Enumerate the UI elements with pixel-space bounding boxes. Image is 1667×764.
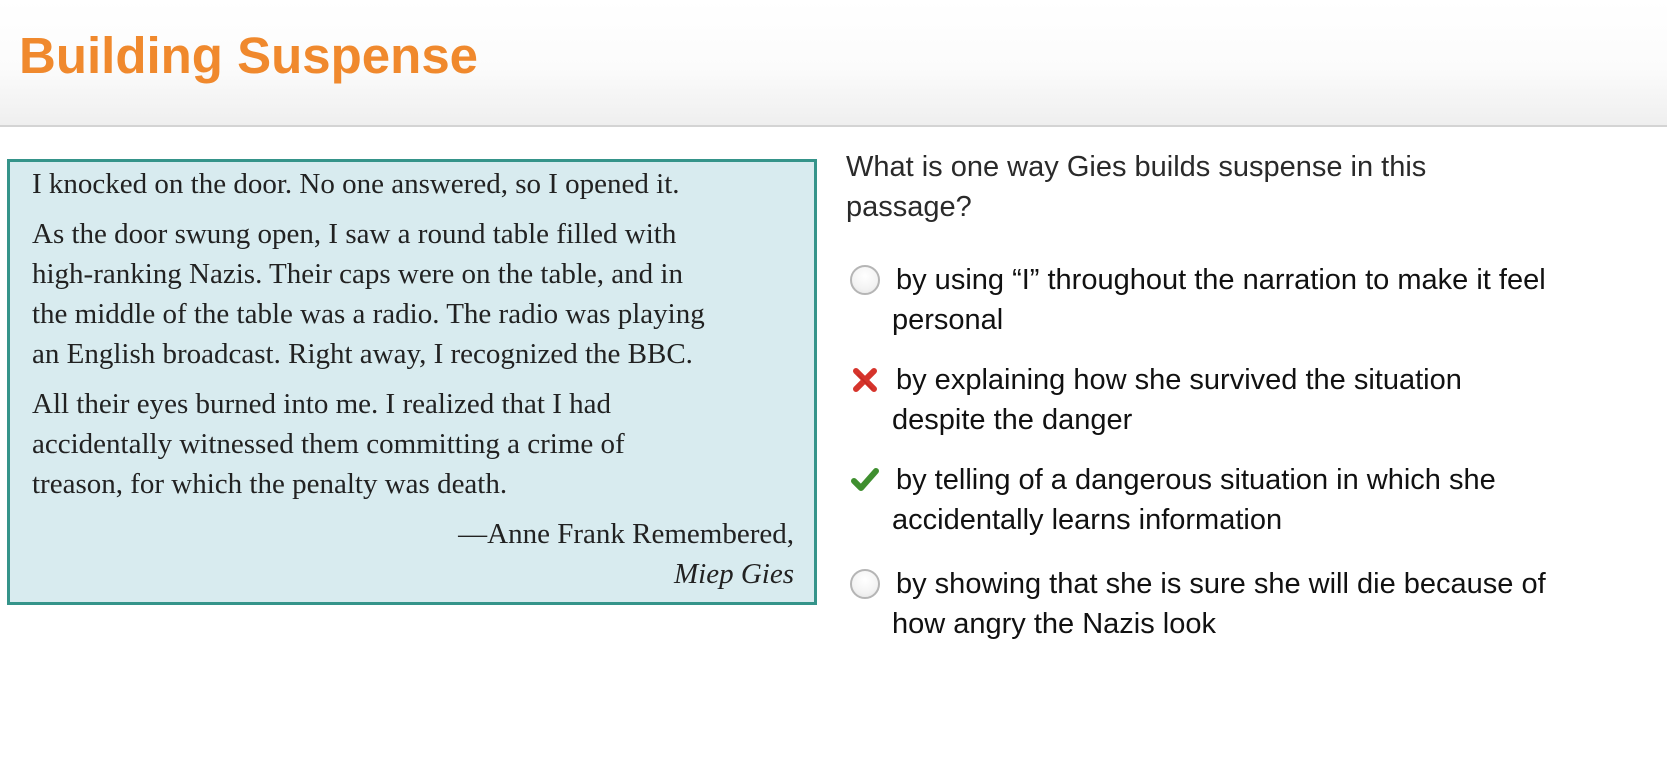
passage-line: high-ranking Nazis. Their caps were on the table, and in (32, 258, 683, 290)
page-header (0, 0, 1667, 127)
answer-option-4[interactable] (846, 564, 1646, 644)
passage-paragraph-1 (32, 164, 794, 204)
answer-option-1[interactable] (846, 260, 1646, 340)
radio-button[interactable] (850, 569, 880, 599)
option-line: by showing that she is sure she will die because of (896, 568, 1546, 600)
attribution-source: —Anne Frank Remembered, (458, 518, 794, 550)
passage-line: accidentally witnessed them committing a crime of (32, 428, 625, 460)
answer-option-label (846, 564, 1646, 644)
answer-option-label (846, 460, 1646, 540)
answer-option-label (846, 360, 1646, 440)
page-title: Building Suspense (19, 27, 479, 84)
option-line: by using “I” throughout the narration to make it feel (896, 264, 1546, 296)
option-line: by telling of a dangerous situation in which she (896, 464, 1496, 496)
option-line: how angry the Nazis look (892, 608, 1216, 640)
question-line: passage? (846, 191, 972, 223)
red-x-icon (850, 365, 880, 395)
option-line: by explaining how she survived the situation (896, 364, 1462, 396)
attribution-author: Miep Gies (674, 558, 794, 590)
option-line: accidentally learns information (892, 504, 1283, 536)
passage-paragraph-2 (32, 214, 794, 374)
option-line: personal (892, 304, 1004, 336)
answer-option-3[interactable] (846, 460, 1646, 540)
passage-line: treason, for which the penalty was death. (32, 468, 508, 500)
passage-line: the middle of the table was a radio. The radio was playing (32, 298, 705, 330)
passage-attribution (32, 514, 794, 594)
answer-option-label (846, 260, 1646, 340)
option-line: despite the danger (892, 404, 1133, 436)
passage-paragraph-3 (32, 384, 794, 504)
passage-line: As the door swung open, I saw a round table filled with (32, 218, 677, 250)
passage-line: All their eyes burned into me. I realized that I had (32, 388, 611, 420)
question-prompt (846, 147, 1636, 227)
answer-option-2[interactable] (846, 360, 1646, 440)
passage-line: I knocked on the door. No one answered, so I opened it. (32, 168, 680, 200)
question-line: What is one way Gies builds suspense in this (846, 151, 1427, 183)
radio-button[interactable] (850, 265, 880, 295)
passage-line: an English broadcast. Right away, I recognized the BBC. (32, 338, 693, 370)
reading-passage (7, 159, 817, 605)
green-check-icon (850, 465, 880, 495)
